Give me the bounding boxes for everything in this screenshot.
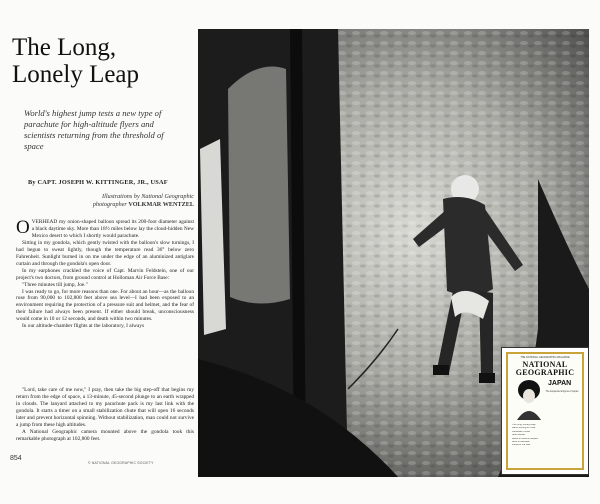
cover-list-item: Birds of Australia (512, 441, 530, 444)
geisha-portrait-icon (513, 378, 545, 420)
cover-masthead: NATIONAL GEOGRAPHIC (515, 360, 575, 377)
credits-line-1: Illustrations by National Geographic (102, 193, 194, 200)
cover-list-item: The Long, Lonely Leap (512, 424, 536, 426)
cover-issue-line: THE NATIONAL GEOGRAPHIC MAGAZINE (520, 356, 570, 359)
cover-feature-title: JAPAN (548, 380, 572, 387)
photo-credits (82, 193, 194, 209)
article-title (12, 34, 187, 88)
paragraph-5: I was ready to go, for more reasons than one. For about an hour—as the balloon rose from 90,000 to 102,800 feet above sea level—I had been exposed to an environment requiring the protection of a pressure suit and helmet, and the fear of their failure had always been present. If either should break, unconsciousness would come in 10 or 12 seconds, and death within two minutes. (16, 288, 194, 323)
photo-caption (16, 387, 194, 443)
article-body (16, 219, 194, 330)
cover-gold-border (506, 352, 584, 470)
antiglare-curtain (228, 67, 290, 304)
cover-list-item: New Guinea (512, 434, 525, 437)
left-boot (433, 365, 449, 375)
copyright-notice: © NATIONAL GEOGRAPHIC SOCIETY (88, 461, 154, 465)
paragraph-3: In my earphones crackled the voice of Capt. Marvin Feldstein, one of our project's two doctors, from ground control at Holloman Air Force Base: (16, 267, 194, 281)
cover-blurb: The Exquisite Enigma of Japan (545, 390, 579, 393)
paragraph-2: Sitting in my gondola, which gently twisted with the balloon's slow turnings, I had begun to sweat lightly, though the temperature read 36° below zero Fahrenheit. Sunlight burned in on me under the edge of an aluminized antiglare curtain and through the gondola's open door. (16, 239, 194, 267)
paragraph-6: In our altitude-chamber flights at the laboratory, I always (22, 323, 145, 330)
right-boot (479, 373, 495, 383)
caption-paragraph-1: "Lord, take care of me now," I pray, then take the big step-off that begins my return from the edge of space, a 13-minute, 45-second plunge to an earth wrapped in clouds. The lanyard attached to my parachute pack is my last link with the gondola. It starts a timer on a small stabilization chute that will open 16 seconds later and prevent horizontal spinning. Without stabilization, man could not survive a jump from these high altitudes. (16, 387, 194, 428)
cover-contents-list (512, 424, 578, 448)
article-subhead: World's highest jump tests a new type of parachute for high-altitude flyers and scientists returning from the threshold of space (24, 108, 164, 151)
paragraph-1: OVERHEAD my onion-shaped balloon spread its 200-foot diameter against a black daytime sky. More than 18½ miles below lay the cloud-hidden New Mexico desert to which I shortly would parachute. (16, 217, 194, 239)
caption-paragraph-2: A National Geographic camera mounted above the gondola took this remarkable photograph at 102,800 feet. (16, 428, 194, 442)
cover-list-item: Caribbean Cruise (512, 430, 530, 433)
credits-line-2: photographer VOLKMAR WENTZEL (92, 201, 194, 208)
drop-cap: O (16, 217, 30, 238)
cover-list-item: Relics of Ancient Peoples (512, 437, 538, 440)
page-number: 854 (10, 455, 22, 462)
cover-list-item: Marlin Fishing off Chile (512, 427, 536, 430)
cover-list-item: Fishes of the Sea (512, 444, 530, 447)
paragraph-4: "Three minutes till jump, Joe." (22, 281, 88, 288)
magazine-cover-inset (501, 347, 589, 475)
title-line-1: The Long, (12, 34, 117, 61)
byline: By CAPT. JOSEPH W. KITTINGER, JR., USAF (28, 179, 168, 186)
title-line-2: Lonely Leap (12, 61, 140, 88)
photographer-name: VOLKMAR WENTZEL (128, 201, 194, 208)
